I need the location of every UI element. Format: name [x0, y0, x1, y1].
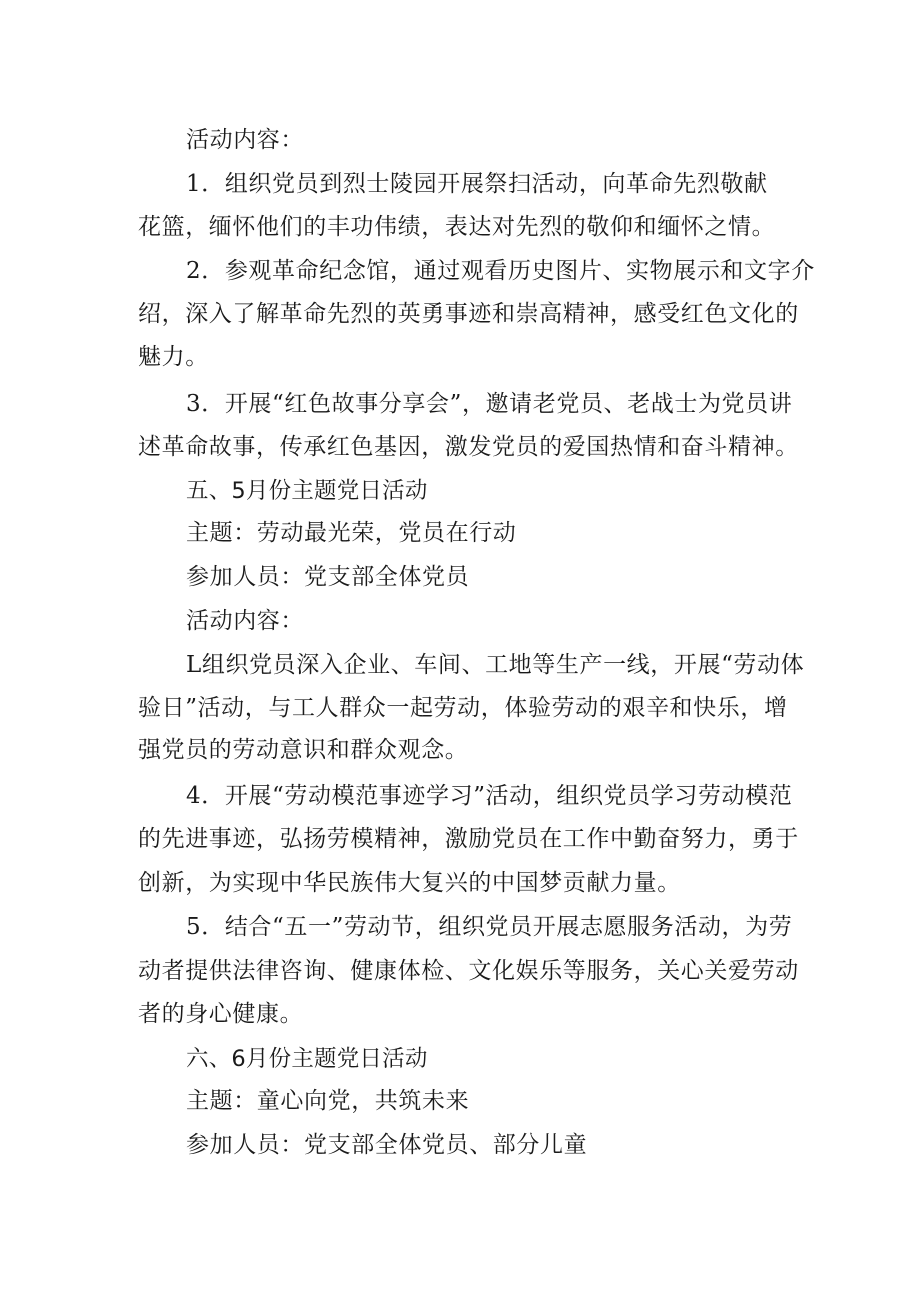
paragraph-line: 5．结合“五一”劳动节，组织党员开展志愿服务活动，为劳	[186, 914, 793, 940]
paragraph-line: 动者提供法律咨询、健康体检、文化娱乐等服务，关心关爱劳动	[138, 958, 799, 984]
section-heading-june: 六、6月份主题党日活动	[186, 1046, 428, 1072]
section-heading-may: 五、5月份主题党日活动	[186, 478, 428, 504]
paragraph-line: 魅力。	[138, 344, 209, 370]
paragraph-line: 述革命故事，传承红色基因，激发党员的爱国热情和奋斗精神。	[138, 434, 799, 460]
paragraph-line: 2．参观革命纪念馆，通过观看历史图片、实物展示和文字介	[186, 258, 815, 284]
theme-line: 主题：童心向党，共筑未来	[186, 1088, 470, 1114]
paragraph-line: L组织党员深入企业、车间、工地等生产一线，开展“劳动体	[186, 652, 805, 678]
paragraph-line: 绍，深入了解革命先烈的英勇事迹和崇高精神，感受红色文化的	[138, 301, 799, 327]
paragraph-line: 的先进事迹，弘扬劳模精神，激励党员在工作中勤奋努力，勇于	[138, 826, 799, 852]
paragraph-line: 3．开展“红色故事分享会”，邀请老党员、老战士为党员讲	[186, 391, 793, 417]
participants-line: 参加人员：党支部全体党员、部分儿童	[186, 1132, 588, 1158]
activity-content-label: 活动内容：	[186, 127, 304, 153]
theme-line: 主题：劳动最光荣，党员在行动	[186, 520, 517, 546]
paragraph-line: 1．组织党员到烈士陵园开展祭扫活动，向革命先烈敬献	[186, 171, 768, 197]
activity-content-label: 活动内容：	[186, 608, 304, 634]
paragraph-line: 者的身心健康。	[138, 1001, 304, 1027]
paragraph-line: 4．开展“劳动模范事迹学习”活动，组织党员学习劳动模范	[186, 783, 793, 809]
paragraph-line: 花篮，缅怀他们的丰功伟绩，表达对先烈的敬仰和缅怀之情。	[138, 214, 776, 240]
paragraph-line: 验日”活动，与工人群众一起劳动，体验劳动的艰辛和快乐，增	[138, 695, 788, 721]
participants-line: 参加人员：党支部全体党员	[186, 564, 470, 590]
paragraph-line: 创新，为实现中华民族伟大复兴的中国梦贡献力量。	[138, 870, 681, 896]
paragraph-line: 强党员的劳动意识和群众观念。	[138, 737, 469, 763]
